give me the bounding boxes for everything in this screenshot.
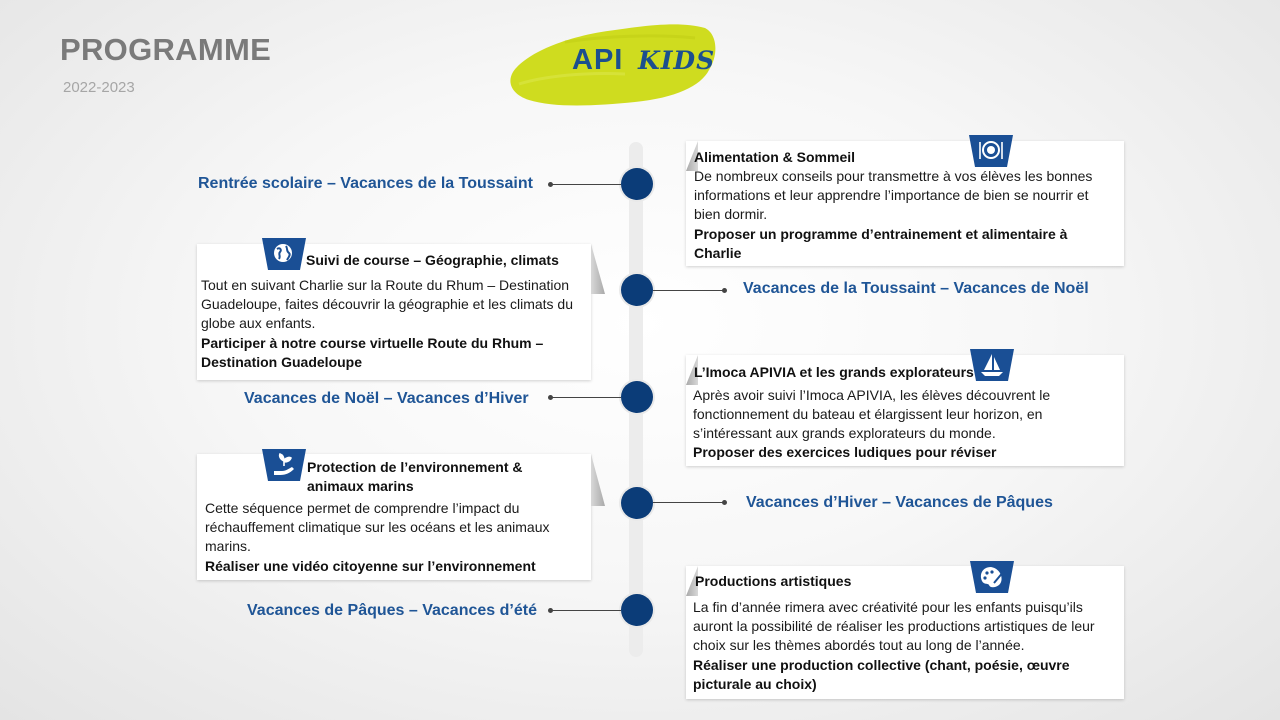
card-body: La fin d’année rimera avec créativité pour les enfants puisqu’ils auront la possibilité de réaliser les productions artistiques de leur choix sur les thèmes abordés tout au long de l’année. bbox=[693, 599, 1095, 654]
timeline-node-2 bbox=[621, 274, 653, 306]
card-fold bbox=[591, 454, 605, 506]
card-action: Proposer des exercices ludiques pour réviser bbox=[693, 444, 997, 460]
card-fold bbox=[591, 244, 605, 294]
period-label-1: Rentrée scolaire – Vacances de la Toussaint bbox=[198, 175, 533, 192]
card-body: De nombreux conseils pour transmettre à vos élèves les bonnes informations et leur apprendre l’importance de bien se nourrir et bien dormir. bbox=[694, 168, 1093, 223]
hand-plant-icon bbox=[262, 449, 306, 481]
card-action: Proposer un programme d’entrainement et alimentaire à Charlie bbox=[694, 226, 1068, 262]
timeline-node-4 bbox=[621, 487, 653, 519]
card-body: Tout en suivant Charlie sur la Route du Rhum – Destination Guadeloupe, faites découvrir la géographie et les climats du globe aux enfants. bbox=[201, 277, 573, 332]
connector-1 bbox=[551, 184, 621, 185]
timeline-node-1 bbox=[621, 168, 653, 200]
logo-api-text: API bbox=[572, 44, 624, 76]
card-title: Suivi de course – Géographie, climats bbox=[306, 252, 559, 268]
period-label-3: Vacances de Noël – Vacances d’Hiver bbox=[244, 390, 529, 407]
connector-dot-1 bbox=[548, 182, 553, 187]
card-title: Protection de l’environnement & animaux marins bbox=[307, 459, 523, 494]
page-subtitle: 2022-2023 bbox=[63, 79, 135, 96]
card-body: Après avoir suivi l’Imoca APIVIA, les élèves découvrent le fonctionnement du bateau et élargissent leur horizon, en s’intéressant aux grands explorateurs du monde. bbox=[693, 387, 1051, 442]
card-body: Cette séquence permet de comprendre l’impact du réchauffement climatique sur les océans et les animaux marins. bbox=[205, 500, 550, 555]
logo-kids-text: KIDS bbox=[638, 46, 716, 75]
card-title: Productions artistiques bbox=[695, 573, 852, 589]
card-title: Alimentation & Sommeil bbox=[694, 149, 856, 165]
timeline-node-5 bbox=[621, 594, 653, 626]
plate-cutlery-icon bbox=[969, 135, 1013, 167]
connector-5 bbox=[551, 610, 621, 611]
connector-dot-3 bbox=[548, 395, 553, 400]
period-label-4: Vacances d’Hiver – Vacances de Pâques bbox=[746, 494, 1053, 511]
timeline-node-3 bbox=[621, 381, 653, 413]
sailboat-icon bbox=[970, 349, 1014, 381]
connector-dot-2 bbox=[722, 288, 727, 293]
card-action: Participer à notre course virtuelle Route du Rhum – Destination Guadeloupe bbox=[201, 335, 544, 371]
connector-dot-4 bbox=[722, 500, 727, 505]
card-action: Réaliser une production collective (chant, poésie, œuvre picturale au choix) bbox=[693, 657, 1070, 693]
connector-dot-5 bbox=[548, 608, 553, 613]
globe-icon bbox=[262, 238, 306, 270]
card-title: L’Imoca APIVIA et les grands explorateurs bbox=[694, 364, 974, 380]
period-label-5: Vacances de Pâques – Vacances d’été bbox=[247, 602, 537, 619]
period-label-2: Vacances de la Toussaint – Vacances de Noël bbox=[743, 280, 1089, 297]
connector-4 bbox=[653, 502, 725, 503]
connector-3 bbox=[551, 397, 621, 398]
palette-brush-icon bbox=[970, 561, 1014, 593]
card-action: Réaliser une vidéo citoyenne sur l’environnement bbox=[205, 558, 536, 574]
page-title: PROGRAMME bbox=[60, 32, 272, 67]
connector-2 bbox=[653, 290, 725, 291]
